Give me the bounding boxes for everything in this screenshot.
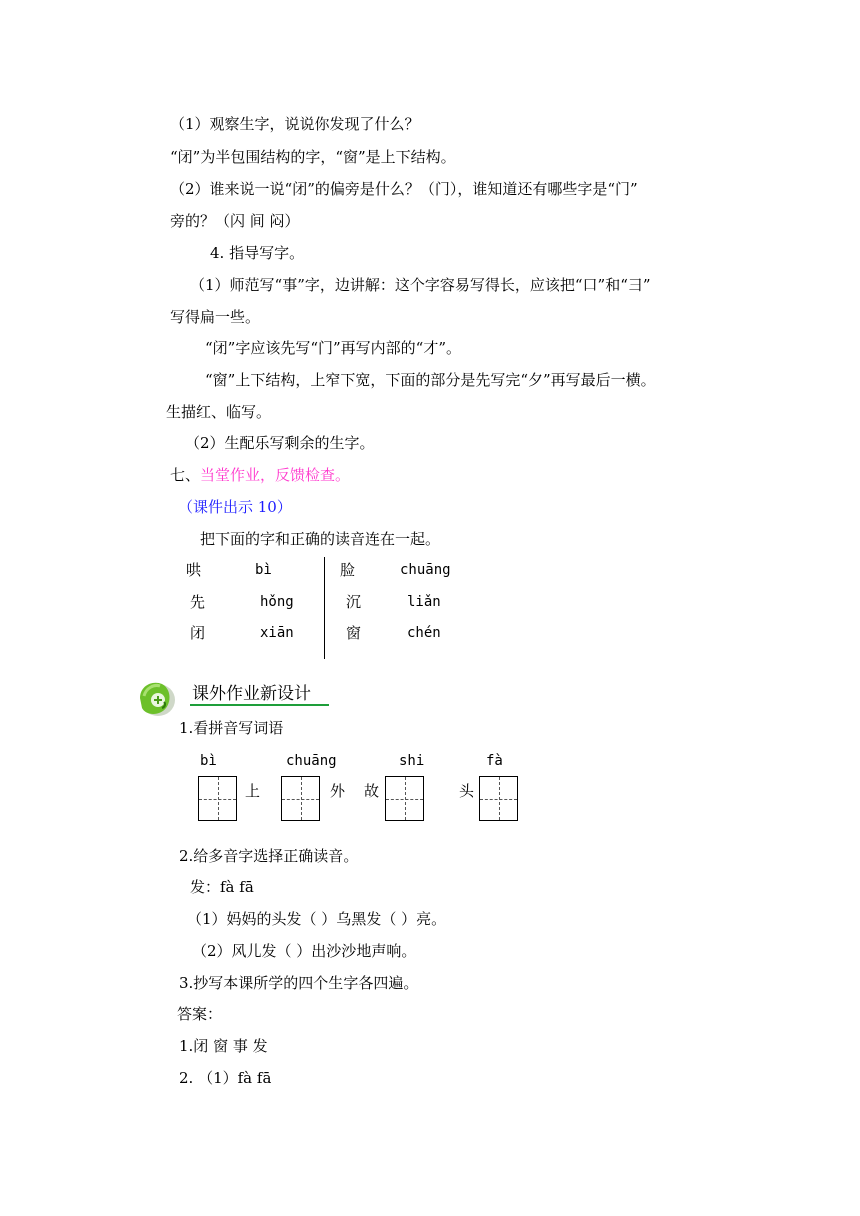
match-left-pinyin: xiān (260, 625, 294, 641)
match-right-pinyin: chuāng (400, 562, 451, 578)
match-right-pinyin: chén (407, 625, 441, 641)
paragraph-remaining: （2）生配乐写剩余的生字。 (185, 434, 375, 452)
section-7-number: 七、 (170, 466, 201, 484)
q2-char-line: 发：fà fā (190, 878, 254, 896)
match-left-char: 哄 (186, 561, 202, 579)
answer-1: 1.闭 窗 事 发 (179, 1037, 268, 1055)
homework-heading: 课外作业新设计 (192, 684, 311, 704)
paragraph-structure: “闭”为半包围结构的字，“窗”是上下结构。 (170, 148, 456, 166)
match-left-pinyin: hǒng (260, 594, 294, 610)
q1-word: 外 (330, 782, 346, 800)
answer-label: 答案： (177, 1005, 223, 1023)
answer-2: 2. （1）fà fā (179, 1069, 272, 1087)
q1-word: 头 (459, 782, 475, 800)
writing-grid-box[interactable] (281, 776, 320, 821)
match-left-pinyin: bì (255, 562, 272, 578)
q1-pinyin: shi (399, 753, 425, 769)
writing-grid-box[interactable] (198, 776, 237, 821)
match-left-char: 先 (190, 593, 206, 611)
writing-grid-box[interactable] (479, 776, 518, 821)
matching-instruction: 把下面的字和正确的读音连在一起。 (200, 530, 441, 548)
paragraph-bi-order: “闭”字应该先写“门”再写内部的“才”。 (205, 339, 462, 357)
q1-word: 故 (364, 782, 380, 800)
match-divider (324, 557, 325, 659)
homework-q3: 3.抄写本课所学的四个生字各四遍。 (179, 974, 419, 992)
paragraph-radical-answer: 旁的？（闪 间 闷） (170, 212, 300, 230)
section-7-heading (170, 465, 350, 485)
homework-q2: 2.给多音字选择正确读音。 (179, 847, 359, 865)
match-right-char: 沉 (346, 593, 362, 611)
paragraph-radical-question: （2）谁来说一说“闭”的偏旁是什么？（门），谁知道还有哪些字是“门” (170, 180, 638, 198)
q1-pinyin: fà (486, 753, 503, 769)
paragraph-demo-write-cont: 写得扁一些。 (170, 308, 261, 326)
paragraph-trace: 生描红、临写。 (166, 403, 272, 421)
match-right-pinyin: liǎn (407, 594, 441, 610)
match-right-char: 脸 (340, 561, 356, 579)
q2-sentence-2: （2）风儿发（ ）出沙沙地声响。 (192, 942, 417, 960)
writing-grid-box[interactable] (385, 776, 424, 821)
paragraph-writing-guide: 4. 指导写字。 (210, 244, 305, 262)
match-right-char: 窗 (346, 624, 362, 642)
q1-pinyin: bì (200, 753, 217, 769)
section-7-title: 当堂作业，反馈检查。 (200, 466, 351, 484)
paragraph-demo-write: （1）师范写“事”字，边讲解：这个字容易写得长，应该把“口”和“彐” (190, 276, 651, 294)
courseware-note: （课件出示 10） (178, 498, 292, 516)
q1-word: 上 (245, 782, 261, 800)
q1-pinyin: chuāng (286, 753, 337, 769)
green-leaf-icon (134, 676, 176, 718)
q2-sentence-1: （1）妈妈的头发（ ）乌黑发（ ）亮。 (187, 910, 447, 928)
homework-q1: 1.看拼音写词语 (179, 719, 284, 737)
paragraph-chuang-structure: “窗”上下结构，上窄下宽，下面的部分是先写完“夕”再写最后一横。 (205, 371, 656, 389)
paragraph-observe: （1）观察生字，说说你发现了什么？ (170, 115, 420, 133)
match-left-char: 闭 (190, 624, 206, 642)
homework-heading-underline (190, 704, 329, 706)
